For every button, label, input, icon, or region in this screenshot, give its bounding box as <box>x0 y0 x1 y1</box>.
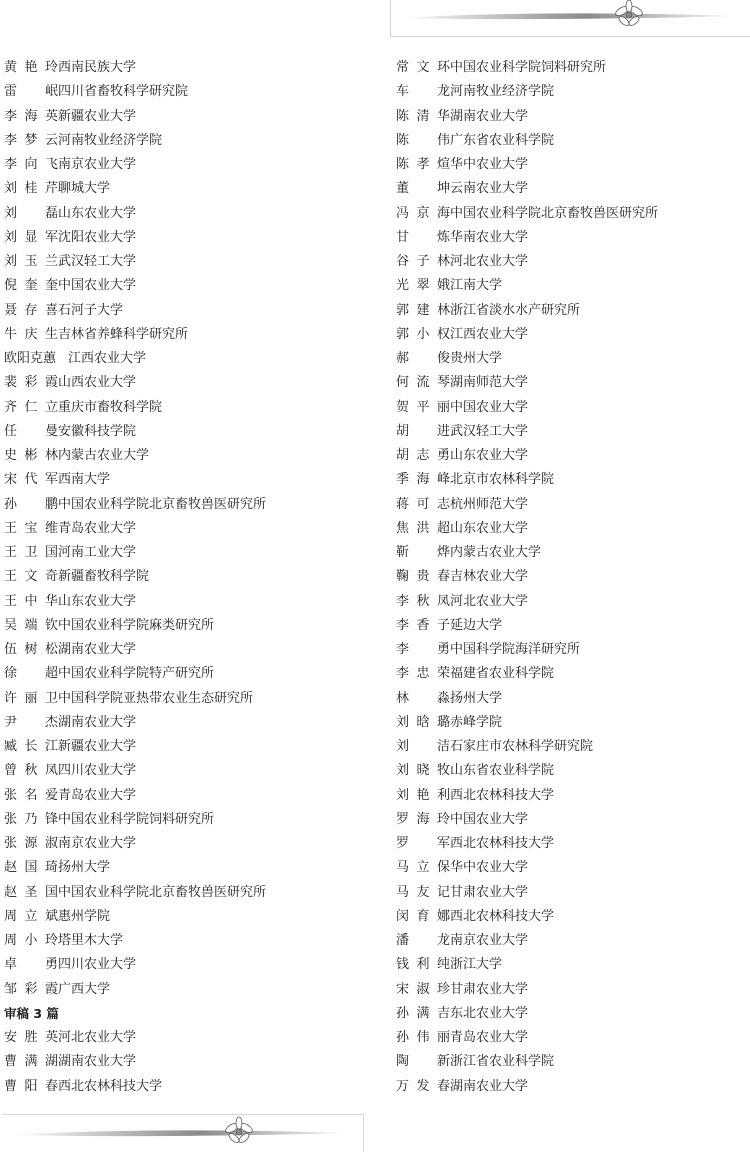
list-item <box>4 759 384 783</box>
reviewer-name: 张乃锋 <box>4 811 58 827</box>
list-item <box>396 517 750 541</box>
reviewer-name: 光翠娥 <box>396 278 450 294</box>
reviewer-institution: 中国农业科学院北京畜牧兽医研究所 <box>450 205 659 221</box>
reviewer-institution: 武汉轻工大学 <box>58 254 137 269</box>
reviewer-name: 史彬林 <box>4 448 58 463</box>
reviewer-institution: 中国科学院亚热带农业生态研究所 <box>58 690 254 706</box>
reviewer-institution: 湖南农业大学 <box>450 1078 529 1094</box>
reviewer-name: 任 曼 <box>4 423 58 439</box>
reviewer-name: 胡志勇 <box>396 448 450 463</box>
reviewer-name: 林 淼 <box>396 690 450 706</box>
reviewer-institution: 扬州大学 <box>58 860 111 876</box>
reviewer-institution: 山西农业大学 <box>58 375 137 391</box>
reviewer-name: 曹阳春 <box>4 1078 58 1094</box>
reviewer-name: 李香子 <box>396 617 450 633</box>
list-item <box>4 250 384 274</box>
reviewer-name: 伍树松 <box>4 642 58 657</box>
reviewer-name: 鞠贵春 <box>396 569 450 585</box>
reviewer-institution: 四川农业大学 <box>58 763 137 779</box>
list-item <box>4 1026 384 1050</box>
list-item <box>396 177 750 201</box>
list-item <box>396 250 750 274</box>
reviewer-name: 罗海玲 <box>396 811 450 827</box>
list-item <box>4 517 384 541</box>
list-item <box>396 202 750 226</box>
list-item <box>396 226 750 250</box>
reviewer-name: 张名爱 <box>4 787 58 803</box>
reviewer-institution: 中国农业科学院特产研究所 <box>58 666 215 682</box>
list-item <box>4 444 384 468</box>
reviewer-name: 胡 进 <box>396 423 450 439</box>
reviewer-institution: 河北农业大学 <box>450 593 529 609</box>
reviewer-institution: 河南牧业经济学院 <box>450 84 555 100</box>
list-item <box>4 129 384 153</box>
reviewer-institution: 中国农业科学院麻类研究所 <box>58 617 215 633</box>
reviewer-institution: 惠州学院 <box>58 908 111 924</box>
reviewer-institution: 西北农林科技大学 <box>450 908 555 924</box>
list-item <box>4 153 384 177</box>
list-item <box>396 56 750 80</box>
list-item <box>396 274 750 298</box>
section-heading: 审稿 3 篇 <box>4 1005 59 1021</box>
list-item <box>4 347 384 371</box>
list-item <box>396 614 750 638</box>
reviewer-institution: 中国农业科学院北京畜牧兽医研究所 <box>58 884 267 900</box>
reviewer-name: 郭小权 <box>396 326 450 342</box>
reviewer-name: 靳 烨 <box>396 545 450 560</box>
reviewer-institution: 浙江省淡水水产研究所 <box>450 302 581 318</box>
reviewer-name: 马友记 <box>396 884 450 900</box>
reviewer-institution: 四川农业大学 <box>58 957 137 973</box>
list-item <box>396 105 750 129</box>
reviewer-name: 宋代军 <box>4 472 58 488</box>
list-item <box>4 541 384 565</box>
list-item <box>4 614 384 638</box>
reviewer-name: 万发春 <box>396 1078 450 1094</box>
reviewer-name: 赵国琦 <box>4 860 58 876</box>
reviewer-name: 闵育娜 <box>396 908 450 924</box>
list-item <box>396 1075 750 1099</box>
reviewer-institution: 青岛农业大学 <box>58 787 137 803</box>
left-column <box>4 56 384 1099</box>
reviewer-institution: 河南牧业经济学院 <box>58 132 163 148</box>
reviewer-name: 李忠荣 <box>396 666 450 682</box>
list-item <box>396 905 750 929</box>
flower-divider-icon <box>3 1115 363 1152</box>
reviewer-institution: 西北农林科技大学 <box>58 1078 163 1094</box>
reviewer-institution: 湖南农业大学 <box>58 1054 137 1070</box>
reviewer-institution: 浙江省农业科学院 <box>450 1054 555 1070</box>
list-item <box>396 978 750 1002</box>
reviewer-institution: 杭州师范大学 <box>450 496 529 512</box>
list-item <box>396 493 750 517</box>
reviewer-institution: 吉林省养蜂科学研究所 <box>58 326 189 342</box>
list-item <box>4 856 384 880</box>
reviewer-institution: 福建省农业科学院 <box>450 666 555 682</box>
list-item <box>396 929 750 953</box>
list-item <box>396 153 750 177</box>
list-item <box>396 347 750 371</box>
list-item <box>4 808 384 832</box>
reviewer-name: 徐 超 <box>4 666 58 682</box>
list-item <box>4 565 384 589</box>
reviewer-name: 孙 鹏 <box>4 496 58 512</box>
reviewer-name: 刘 磊 <box>4 205 58 221</box>
reviewer-institution: 甘肃农业大学 <box>450 884 529 900</box>
reviewer-name: 李梦云 <box>4 132 58 148</box>
reviewer-name: 宋淑珍 <box>396 981 450 997</box>
list-item <box>396 468 750 492</box>
list-item <box>4 493 384 517</box>
reviewer-name: 李 勇 <box>396 642 450 657</box>
reviewer-institution: 延边大学 <box>450 617 503 633</box>
reviewer-institution: 西南民族大学 <box>58 60 137 75</box>
list-item <box>4 711 384 735</box>
reviewer-name: 谷子林 <box>396 254 450 269</box>
reviewer-institution: 安徽科技学院 <box>58 423 137 439</box>
reviewer-institution: 石家庄市农林科学研究院 <box>450 739 594 754</box>
reviewer-name: 许丽卫 <box>4 690 58 706</box>
reviewer-name: 陈 伟 <box>396 132 450 148</box>
reviewer-institution: 湖南农业大学 <box>58 642 137 657</box>
reviewer-name: 刘 洁 <box>396 739 450 754</box>
list-item <box>396 565 750 589</box>
reviewer-institution: 河北农业大学 <box>58 1030 137 1045</box>
list-item <box>4 1050 384 1074</box>
reviewer-name: 蒋可志 <box>396 496 450 512</box>
list-item <box>4 202 384 226</box>
list-item <box>4 953 384 977</box>
list-item <box>4 80 384 104</box>
reviewer-name: 尹 杰 <box>4 714 58 730</box>
reviewer-name: 郝 俊 <box>396 351 450 366</box>
list-item <box>4 590 384 614</box>
reviewer-name: 刘显军 <box>4 229 58 245</box>
reviewer-name: 车 龙 <box>396 84 450 100</box>
reviewer-name: 甘 炼 <box>396 229 450 245</box>
list-item <box>396 1002 750 1026</box>
list-item <box>4 832 384 856</box>
list-item <box>4 56 384 80</box>
reviewer-institution: 江南大学 <box>450 278 503 294</box>
reviewer-institution: 华中农业大学 <box>450 157 529 172</box>
reviewer-institution: 河南工业大学 <box>58 545 137 560</box>
list-item <box>396 420 750 444</box>
list-item <box>396 856 750 880</box>
reviewer-institution: 吉林农业大学 <box>450 569 529 585</box>
reviewer-name: 黄艳玲 <box>4 60 58 75</box>
reviewer-institution: 湖南农业大学 <box>58 714 137 730</box>
reviewer-institution: 山东省农业科学院 <box>450 763 555 779</box>
list-item <box>396 1050 750 1074</box>
reviewer-name: 罗 军 <box>396 836 450 851</box>
list-item <box>4 299 384 323</box>
decorative-header-ornament <box>390 0 750 37</box>
reviewer-institution: 新疆畜牧科学院 <box>58 569 150 585</box>
list-item <box>4 905 384 929</box>
reviewer-name: 卓 勇 <box>4 957 58 973</box>
list-item <box>4 784 384 808</box>
reviewer-institution: 贵州大学 <box>450 351 503 366</box>
list-item <box>396 444 750 468</box>
reviewer-institution: 北京市农林科学院 <box>450 472 555 488</box>
reviewer-name: 曾秋凤 <box>4 763 58 779</box>
reviewer-institution: 山东农业大学 <box>58 593 137 609</box>
reviewer-name: 裴彩霞 <box>4 375 58 391</box>
list-item <box>396 662 750 686</box>
list-item <box>4 274 384 298</box>
list-item <box>396 80 750 104</box>
reviewer-institution: 山东农业大学 <box>450 520 529 536</box>
list-item <box>4 662 384 686</box>
list-item <box>4 638 384 662</box>
list-item <box>396 323 750 347</box>
reviewer-name: 贺平丽 <box>396 399 450 415</box>
reviewer-name: 吴端钦 <box>4 617 58 633</box>
reviewer-institution: 湖南农业大学 <box>450 108 529 124</box>
reviewer-name: 董 坤 <box>396 181 450 197</box>
reviewer-name: 齐仁立 <box>4 399 58 415</box>
list-item <box>4 105 384 129</box>
reviewer-institution: 中国农业科学院饲料研究所 <box>450 60 607 75</box>
reviewer-name: 钱利纯 <box>396 957 450 973</box>
reviewer-institution: 湖南师范大学 <box>450 375 529 391</box>
right-column <box>396 56 750 1099</box>
reviewer-institution: 广东省农业科学院 <box>450 132 555 148</box>
reviewer-name: 王卫国 <box>4 545 58 560</box>
reviewer-institution: 中国农业大学 <box>450 811 529 827</box>
list-item <box>396 590 750 614</box>
reviewer-name: 张源淑 <box>4 836 58 851</box>
reviewer-name: 何流琴 <box>396 375 450 391</box>
reviewer-institution: 扬州大学 <box>450 690 503 706</box>
list-item <box>396 299 750 323</box>
reviewer-name: 刘晓牧 <box>396 763 450 779</box>
list-item <box>396 711 750 735</box>
list-item <box>396 638 750 662</box>
reviewer-name: 赵圣国 <box>4 884 58 900</box>
reviewer-institution: 内蒙古农业大学 <box>450 545 542 560</box>
reviewer-institution: 青岛农业大学 <box>58 520 137 536</box>
reviewer-institution: 中国农业科学院饲料研究所 <box>58 811 215 827</box>
reviewer-institution: 山东农业大学 <box>450 448 529 463</box>
reviewer-name: 冯京海 <box>396 205 450 221</box>
list-item <box>396 759 750 783</box>
reviewer-name: 王文奇 <box>4 569 58 585</box>
reviewer-name: 刘桂芹 <box>4 181 58 197</box>
reviewer-name: 聂存喜 <box>4 302 58 318</box>
reviewer-institution: 江西农业大学 <box>68 351 147 366</box>
reviewer-name: 倪奎奎 <box>4 278 58 294</box>
reviewer-institution: 四川省畜牧科学研究院 <box>58 84 189 100</box>
reviewer-institution: 广西大学 <box>58 981 111 997</box>
left-reviewer-list <box>4 56 384 1002</box>
list-item <box>396 541 750 565</box>
list-item <box>4 226 384 250</box>
list-item <box>4 978 384 1002</box>
reviewer-name: 刘晗璐 <box>396 714 450 730</box>
reviewer-institution: 重庆市畜牧科学院 <box>58 399 163 415</box>
reviewer-name: 马立保 <box>396 860 450 876</box>
reviewer-name: 臧长江 <box>4 739 58 754</box>
reviewer-name: 李海英 <box>4 108 58 124</box>
reviewer-institution: 中国农业科学院北京畜牧兽医研究所 <box>58 496 267 512</box>
reviewer-name: 邹彩霞 <box>4 981 58 997</box>
reviewer-name: 陈孝煊 <box>396 157 450 172</box>
list-item <box>396 953 750 977</box>
reviewer-name: 孙满吉 <box>396 1005 450 1021</box>
list-item <box>396 129 750 153</box>
list-item <box>396 371 750 395</box>
list-item <box>4 323 384 347</box>
reviewer-institution: 浙江大学 <box>450 957 503 973</box>
reviewer-institution: 华南农业大学 <box>450 229 529 245</box>
reviewer-name: 牛庆生 <box>4 326 58 342</box>
reviewer-name: 周立斌 <box>4 908 58 924</box>
reviewer-name: 陈清华 <box>396 108 450 124</box>
reviewer-name: 焦洪超 <box>396 520 450 536</box>
list-item <box>4 735 384 759</box>
reviewer-institution: 沈阳农业大学 <box>58 229 137 245</box>
list-item <box>4 177 384 201</box>
list-item <box>4 396 384 420</box>
left-reviewer-list-2 <box>4 1026 384 1099</box>
list-item <box>396 1026 750 1050</box>
list-item <box>4 687 384 711</box>
reviewer-name: 孙伟丽 <box>396 1030 450 1045</box>
reviewer-institution: 石河子大学 <box>58 302 124 318</box>
reviewer-institution: 新疆农业大学 <box>58 108 137 124</box>
reviewer-institution: 南京农业大学 <box>450 933 529 948</box>
reviewer-institution: 华中农业大学 <box>450 860 529 876</box>
reviewer-institution: 西北农林科技大学 <box>450 787 555 803</box>
reviewer-institution: 赤峰学院 <box>450 714 503 730</box>
reviewer-name: 刘玉兰 <box>4 254 58 269</box>
reviewer-institution: 云南农业大学 <box>450 181 529 197</box>
reviewer-name: 郭建林 <box>396 302 450 318</box>
reviewer-institution: 西南大学 <box>58 472 111 488</box>
list-item <box>396 808 750 832</box>
reviewer-institution: 新疆农业大学 <box>58 739 137 754</box>
reviewer-name: 潘 龙 <box>396 933 450 948</box>
reviewer-institution: 武汉轻工大学 <box>450 423 529 439</box>
decorative-footer-ornament <box>3 1114 364 1152</box>
reviewer-institution: 塔里木大学 <box>58 933 124 948</box>
list-item <box>396 396 750 420</box>
reviewer-institution: 中国农业大学 <box>58 278 137 294</box>
reviewer-institution: 内蒙古农业大学 <box>58 448 150 463</box>
flower-divider-icon <box>391 0 750 36</box>
list-item <box>4 929 384 953</box>
reviewer-name: 安胜英 <box>4 1030 58 1045</box>
reviewer-institution: 山东农业大学 <box>58 205 137 221</box>
reviewer-institution: 中国科学院海洋研究所 <box>450 642 581 657</box>
list-item <box>396 784 750 808</box>
reviewer-name: 常文环 <box>396 60 450 75</box>
reviewer-name: 李向飞 <box>4 157 58 172</box>
list-item <box>4 1075 384 1099</box>
reviewer-institution: 聊城大学 <box>58 181 111 197</box>
list-item <box>4 420 384 444</box>
reviewer-name: 王中华 <box>4 593 58 609</box>
reviewer-institution: 河北农业大学 <box>450 254 529 269</box>
reviewer-institution: 南京农业大学 <box>58 836 137 851</box>
reviewer-institution: 青岛农业大学 <box>450 1030 529 1045</box>
reviewer-institution: 甘肃农业大学 <box>450 981 529 997</box>
reviewer-name: 曹满湖 <box>4 1054 58 1070</box>
list-item <box>396 687 750 711</box>
reviewer-institution: 东北农业大学 <box>450 1005 529 1021</box>
reviewer-institution: 西北农林科技大学 <box>450 836 555 851</box>
list-item <box>396 735 750 759</box>
reviewer-institution: 中国农业大学 <box>450 399 529 415</box>
reviewer-name: 王宝维 <box>4 520 58 536</box>
reviewer-name: 李秋凤 <box>396 593 450 609</box>
list-item <box>4 371 384 395</box>
reviewer-name: 雷 岷 <box>4 84 58 100</box>
list-item <box>396 881 750 905</box>
list-item <box>4 881 384 905</box>
reviewer-name: 季海峰 <box>396 472 450 488</box>
reviewer-name: 周小玲 <box>4 933 58 948</box>
reviewer-name: 刘艳利 <box>396 787 450 803</box>
list-item <box>396 832 750 856</box>
reviewer-institution: 江西农业大学 <box>450 326 529 342</box>
reviewer-name: 欧阳克蕙 <box>4 351 57 366</box>
reviewer-name: 陶 新 <box>396 1054 450 1070</box>
reviewer-institution: 南京农业大学 <box>58 157 137 172</box>
list-item <box>4 468 384 492</box>
